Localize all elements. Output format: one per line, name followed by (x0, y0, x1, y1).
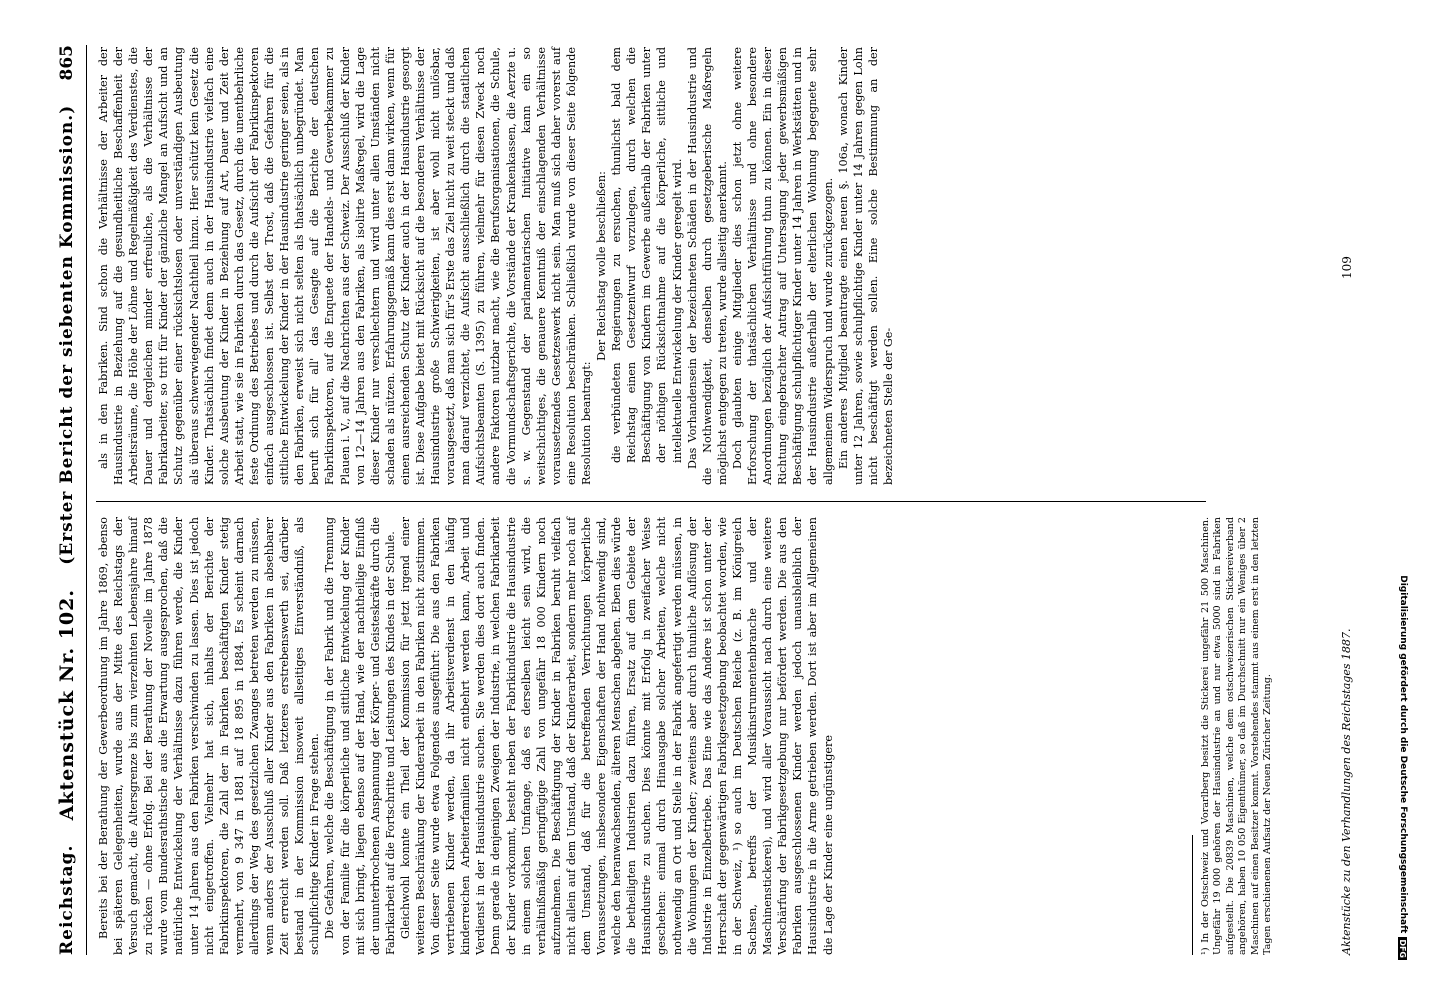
header-left: Reichstag. (57, 844, 77, 955)
resolution-heading: Der Reichstag wolle beschließen: (595, 171, 609, 361)
footer-left: Aktenstücke zu den Verhandlungen des Reichstages 1887. (1340, 628, 1353, 955)
page-number: 865 (57, 45, 77, 81)
digitization-note (1396, 40, 1410, 960)
footnote: ¹) In der Ostschweiz und Vorarlberg besitzt die Stickerei ungefähr 21 500 Maschinen. Ungefähr 19 000 gehören der Hausindustrie an und nur etwa 5000 sind in Fabriken aufgestellt. Die 20839 Maschinen, welche dem ostschweizerischen Stickereiverband angehören, haben 10 050 Eigenthümer, so daß im Durchschnitt nur ein Weniges über 2 Maschinen auf einen Besitzer kommt. Vorstehendes stammt aus einem erst in den letzten Tagen erschienenen Aufsatz der Neuen Züricher Zeitung. (1200, 517, 1274, 955)
resolution-text: die verbündeten Regierungen zu ersuchen, thunlichst bald dem Reichstag einen Gesetzentwurf vorzulegen, durch welchen die Beschäftigung von Kindern im Gewerbe außerhalb der Fabriken unter der nöthigen Rücksichtnahme auf die körperliche, sittliche und intellektuelle Entwickelung der Kinder geregelt wird. (610, 47, 684, 463)
right-paragraph-6: Ein anderes Mitglied beantragte einen neuen §. 106a, wonach Kinder unter 12 Jahren, sowie schulpflichtige Kinder unter 14 Jahren gegen Lohn nicht beschäftigt werden sollen. Eine solche Bestimmung an der bezeichneten Stelle der Ge- (836, 47, 895, 485)
column-divider (96, 501, 1206, 502)
rotated-page-content (50, 45, 1380, 955)
dfg-logo: DFG (1398, 939, 1408, 958)
right-paragraph-1: als in den Fabriken. Sind schon die Verhältnisse der Arbeiter der Hausindustrie in Beziehung auf die gesundheitliche Beschaffenheit der Arbeitsräume, die Höhe der Löhne und Regelmäßigkeit des Verdienstes, die Dauer und dergleichen minder erfreuliche, als die Verhältnisse der Fabrikarbeiter, so tritt für Kinder der gänzliche Mangel an Aufsicht und an Schutz gegenüber einer rücksichtslosen oder unverständigen Ausbeutung als überaus schwerwiegender Nachtheil hinzu. Hier schützt kein Gesetz die Kinder. Thatsächlich findet denn auch in der Hausindustrie vielfach eine solche Ausbeutung der Kinder in Beziehung auf Art, Dauer und Zeit der Arbeit statt, wie sie in Fabriken durch das Gesetz, durch die unentbehrliche feste Ordnung des Betriebes und durch die Aufsicht der Fabrikinspektoren einfach ausgeschlossen ist. Selbst der Trost, daß die Gefahren für die sittliche Entwickelung der Kinder in der Hausindustrie geringer seien, als in den Fabriken, erweist sich nicht selten als thatsächlich unbegründet. Man beruft sich für all' das Gesagte auf die Berichte der deutschen Fabrikinspektoren, auf die Enquete der Handels- und Gewerbekammer zu Plauen i. V., auf die Nachrichten aus der Schweiz. Der Ausschluß der Kinder von 12—14 Jahren aus den Fabriken, als isolirte Maßregel, wird die Lage dieser Kinder nur verschlechtern und wird unter allen Umständen nicht schaden als nützen. Erfahrungsgemäß kann dies erst dann wirken, wenn für einen ausreichenden Schutz der Kinder auch in der Hausindustrie gesorgt ist. Diese Aufgabe bietet mit Rücksicht auf die besonderen Verhältnisse der Hausindustrie große Schwierigkeiten, ist aber wohl nicht unlösbar, vorausgesetzt, daß man sich für's Erste das Ziel nicht zu weit steckt und daß man darauf verzichtet, die Aufsicht ausschließlich durch die staatlichen Aufsichtsbeamten (S. 1395) zu führen, vielmehr für diesen Zweck noch andere Faktoren nutzbar macht, wie die Berufsorganisationen, die Schule, die Vormundschaftsgerichte, die Vorstände der Krankenkassen, die Aerzte u. s. w. Gegenstand der parlamentarischen Initiative kann ein so weitschichtiges, die genauere Kenntniß der einschlagenden Verhältnisse voraussetzendes Gesetzeswerk nicht sein. Man muß sich daher vorerst auf eine Resolution beschränken. Schließlich wurde von dieser Seite folgende Resolution beantragt: (97, 47, 593, 485)
right-paragraph-5: Doch glaubten einige Mitglieder dies schon jetzt ohne weitere Erforschung der thatsächlichen Verhältnisse und ohne besondere Anordnungen bezüglich der Aufsichtführung thun zu können. Ein in dieser Richtung eingebrachter Antrag auf Untersagung jeder gewerbsmäßigen Beschäftigung schulpflichtiger Kinder unter 14 Jahren in Werkstätten und in der Hausindustrie außerhalb der elterlichen Wohnung begegnete sehr allgemeinem Widerspruch und wurde zurückgezogen. (730, 47, 835, 485)
right-column (96, 47, 896, 485)
page-header (50, 45, 84, 955)
left-column (96, 517, 836, 955)
footer-folio: 109 (1340, 256, 1354, 279)
left-paragraph-2: Die Gefahren, welche die Beschäftigung in der Fabrik und die Trennung von der Familie für die körperliche und sittliche Entwickelung der Kinder mit sich bringt, liegen ebenso auf der Hand, wie der nachtheilige Einfluß der ununterbrochenen Anspannung der Körper- und Geisteskräfte durch die Fabrikarbeit auf die Fortschritte und Leistungen des Kindes in der Schule. (323, 517, 397, 955)
left-paragraph-1: Bereits bei der Berathung der Gewerbeordnung im Jahre 1869, ebenso bei späteren Gelegenheiten, wurde aus der Mitte des Reichstags der Versuch gemacht, die Altersgrenze bis zum vierzehnten Lebensjahre hinauf zu rücken — ohne Erfolg. Bei der Berathung der Novelle im Jahre 1878 wurde vom Bundesrathstische aus die Erwartung ausgesprochen, daß die natürliche Entwickelung der Verhältnisse dazu führen werde, die Kinder unter 14 Jahren aus den Fabriken verschwinden zu lassen. Dies ist jedoch nicht eingetroffen. Vielmehr hat sich, inhalts der Berichte der Fabrikinspektoren, die Zahl der in Fabriken beschäftigten Kinder stetig vermehrt, von 9 347 in 1881 auf 18 895 in 1884. Es scheint darnach allerdings der Weg des gesetzlichen Zwanges betreten werden zu müssen, wenn anders der Ausschluß aller Kinder aus den Fabriken in absehbarer Zeit erreicht werden soll. Daß letzteres erstrebenswerth sei, darüber bestand in der Kommission insoweit allseitiges Einverständniß, als schulpflichtige Kinder in Frage stehen. (97, 517, 322, 955)
left-paragraph-3: Gleichwohl konnte ein Theil der Kommission für jetzt irgend einer weiteren Beschränkung der Kinderarbeit in den Fabriken nicht zustimmen. Von dieser Seite wurde etwa Folgendes ausgeführt: Die aus den Fabriken vertriebenen Kinder werden, da ihr Arbeitsverdienst in den häufig kinderreichen Arbeiterfamilien nicht entbehrt werden kann, Arbeit und Verdienst in der Hausindustrie suchen. Sie werden dies dort auch finden. Denn gerade in denjenigen Zweigen der Industrie, in welchen Fabrikarbeit der Kinder vorkommt, besteht neben der Fabrikindustrie die Hausindustrie in einem solchen Umfange, daß es derselben leicht sein wird, die verhältnißmäßig geringfügige Zahl von ungefähr 18 000 Kindern noch aufzunehmen. Die Beschäftigung der Kinder in Fabriken beruht vielfach nicht allein auf dem Umstand, daß der Kinderarbeit, sondern mehr noch auf dem Umstand, daß für die betreffenden Verrichtungen körperliche Voraussetzungen, insbesondere Eigenschaften der Hand nothwendig sind, welche den heranwachsenden, älteren Menschen abgehen. Eben dies würde die betheiligten Industrien dazu führen, Ersatz auf dem Gebiete der Hausindustrie zu suchen. Dies könnte mit Erfolg in zweifacher Weise geschehen: einmal durch Hinausgabe solcher Arbeiten, welche nicht nothwendig an Ort und Stelle in der Fabrik angefertigt werden müssen, in die Wohnungen der Kinder; zweitens aber durch thunliche Auflösung der Industrie in Einzelbetriebe. Das Eine wie das Andere ist schon unter der Herrschaft der gegenwärtigen Fabrikgesetzgebung beobachtet worden, wie in der Schweiz, ¹) so auch im Deutschen Reiche (z. B. im Königreich Sachsen, betreffs der Musikinstrumentenbranche und der Maschinenstickerei), und wird aller Voraussicht nach durch eine weitere Verschärfung der Fabrikgesetzgebung nur befördert werden. Die aus den Fabriken ausgeschlossenen Kinder werden jedoch unausbleiblich der Hausindustrie in die Arme getrieben werden. Dort ist aber im Allgemeinen die Lage der Kinder eine ungünstigere (398, 517, 835, 955)
footnote-rule (1192, 835, 1193, 955)
header-rule (86, 45, 87, 955)
right-paragraph-4: Das Vorhandensein der bezeichneten Schäden in der Hausindustrie und die Nothwendigkeit, denselben durch gesetzgeberische Maßregeln möglichst entgegen zu treten, wurde allseitig anerkannt. (685, 47, 729, 485)
header-center: Aktenstück Nr. 102. (56, 589, 78, 821)
header-right: (Erster Bericht der siebenten Kommission.) (57, 104, 77, 565)
digitization-text: Digitalisierung gefördert durch die Deutsche Forschungsgemeinschaft (1398, 575, 1408, 934)
